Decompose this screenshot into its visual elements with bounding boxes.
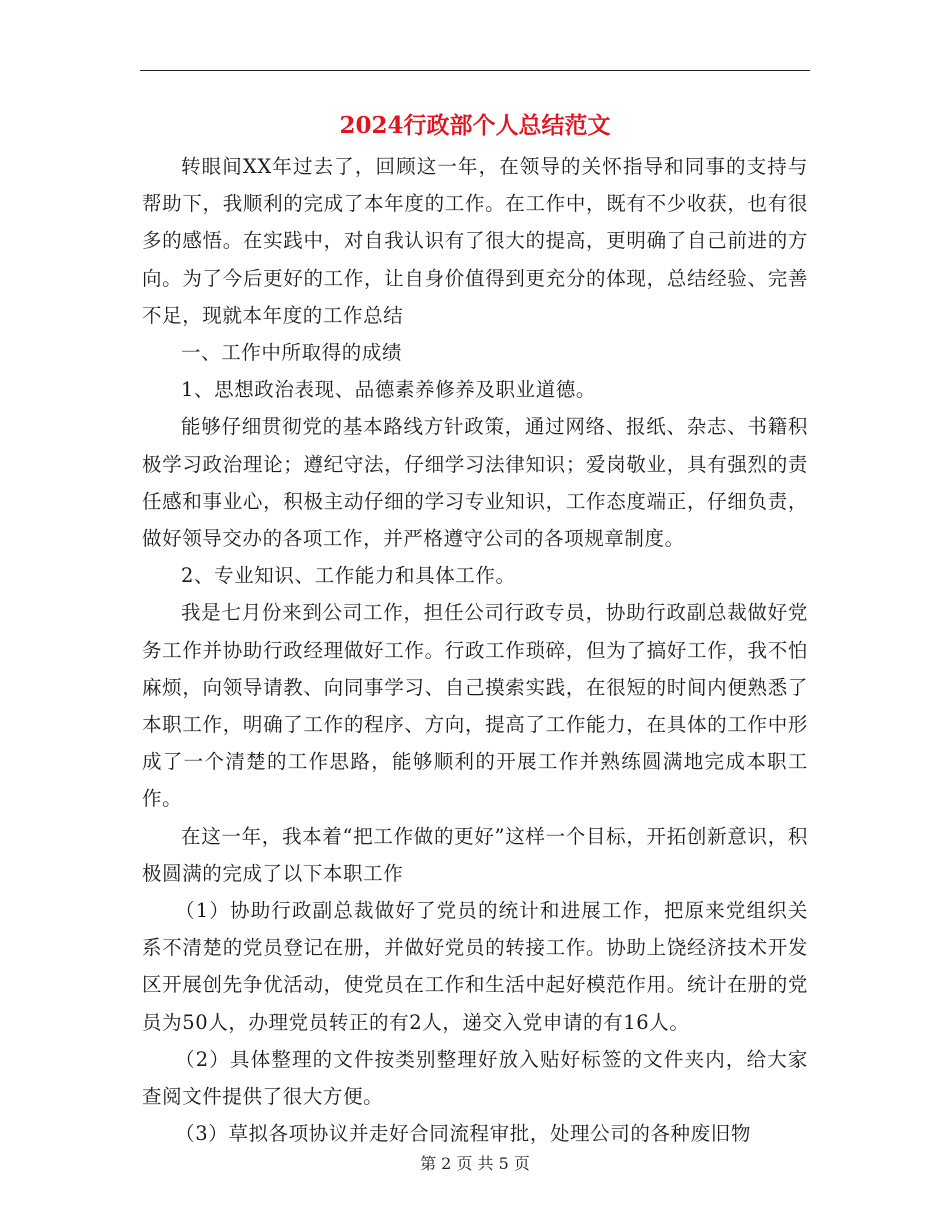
- list-item-1: （1）协助行政副总裁做好了党员的统计和进展工作，把原来党组织关系不清楚的党员登记在册，并做好党员的转接工作。协助上饶经济技术开发区开展创先争优活动，使党员在工作和生活中起好模范作用。统计在册的党员为50人，办理党员转正的有2人，递交入党申请的有16人。: [142, 899, 808, 1034]
- subheading-political-performance: 1、思想政治表现、品德素养修养及职业道德。: [181, 378, 597, 402]
- intro-paragraph: 转眼间XX年过去了，回顾这一年，在领导的关怀指导和同事的支持与帮助下，我顺利的完成了本年度的工作。在工作中，既有不少收获，也有很多的感悟。在实践中，对自我认识有了很大的提高，更明确了自己前进的方向。为了今后更好的工作，让自身价值得到更充分的体现，总结经验、完善不足，现就本年度的工作总结: [142, 155, 808, 327]
- subheading-professional-knowledge: 2、专业知识、工作能力和具体工作。: [181, 564, 516, 588]
- section-heading-achievements: 一、工作中所取得的成绩: [181, 341, 403, 365]
- list-item-2: （2）具体整理的文件按类别整理好放入贴好标签的文件夹内，给大家查阅文件提供了很大方便。: [142, 1047, 808, 1109]
- paragraph-political-performance: 能够仔细贯彻党的基本路线方针政策，通过网络、报纸、杂志、书籍积极学习政治理论；遵纪守法，仔细学习法律知识；爱岗敬业，具有强烈的责任感和事业心，积极主动仔细的学习专业知识，工作态度端正，仔细负责，做好领导交办的各项工作，并严格遵守公司的各项规章制度。: [142, 415, 808, 551]
- list-item-3: （3）草拟各项协议并走好合同流程审批，处理公司的各种废旧物: [175, 1122, 751, 1146]
- document-title: 2024行政部个人总结范文: [339, 112, 611, 139]
- header-rule: [140, 70, 810, 71]
- document-body: [142, 148, 808, 1152]
- page-number-footer: 第 2 页 共 5 页: [420, 1154, 530, 1173]
- paragraph-professional-knowledge: 我是七月份来到公司工作，担任公司行政专员，协助行政副总裁做好党务工作并协助行政经理做好工作。行政工作琐碎，但为了搞好工作，我不怕麻烦，向领导请教、向同事学习、自己摸索实践，在很短的时间内便熟悉了本职工作，明确了工作的程序、方向，提高了工作能力，在具体的工作中形成了一个清楚的工作思路，能够顺利的开展工作并熟练圆满地完成本职工作。: [142, 601, 808, 811]
- paragraph-goal: 在这一年，我本着“把工作做的更好”这样一个目标，开拓创新意识，积极圆满的完成了以下本职工作: [142, 824, 808, 885]
